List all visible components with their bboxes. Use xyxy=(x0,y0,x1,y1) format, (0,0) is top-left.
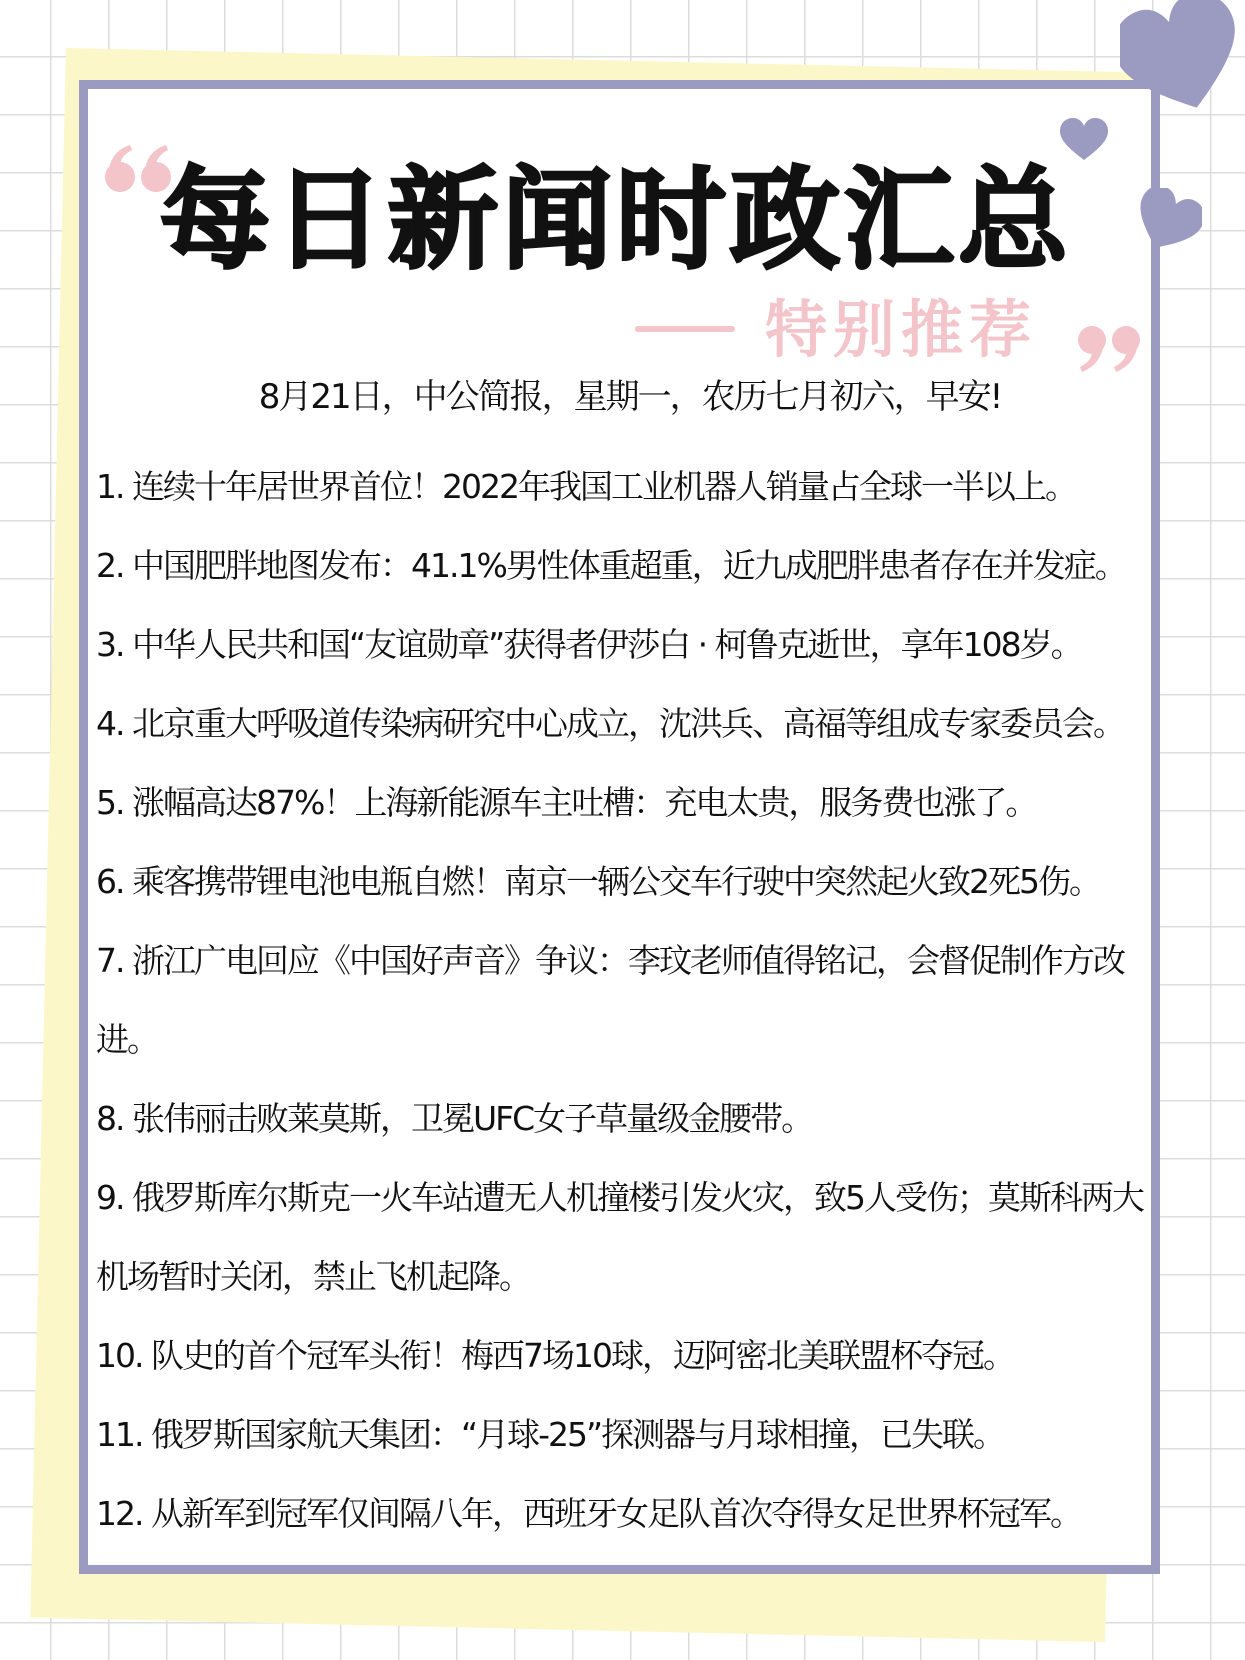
small-heart-icon xyxy=(1060,118,1108,162)
page-title: 每日新闻时政汇总 xyxy=(160,156,1072,284)
subtitle-dash xyxy=(635,326,735,332)
news-item-10: 10. 队史的首个冠军头衔！梅西7场10球，迈阿密北美联盟杯夺冠。 xyxy=(96,1336,1014,1375)
subtitle: 特别推荐 xyxy=(765,293,1038,366)
news-item-7: 7. 浙江广电回应《中国好声音》争议：李玟老师值得铭记，会督促制作方改进。 xyxy=(96,941,1124,1059)
large-heart-icon xyxy=(1120,0,1245,125)
news-item-4: 4. 北京重大呼吸道传染病研究中心成立，沈洪兵、高福等组成专家委员会。 xyxy=(96,704,1124,743)
news-list xyxy=(96,447,1152,1553)
side-heart-icon xyxy=(1132,188,1202,258)
date-line: 8月21日，中公简报，星期一，农历七月初六，早安! xyxy=(258,377,1002,417)
news-item-6: 6. 乘客携带锂电池电瓶自燃！南京一辆公交车行驶中突然起火致2死5伤。 xyxy=(96,862,1100,901)
news-item-3: 3. 中华人民共和国“友谊勋章”获得者伊莎白 · 柯鲁克逝世，享年108岁。 xyxy=(96,625,1082,664)
news-item-2: 2. 中国肥胖地图发布：41.1%男性体重超重，近九成肥胖患者存在并发症。 xyxy=(96,546,1126,585)
news-item-1: 1. 连续十年居世界首位！2022年我国工业机器人销量占全球一半以上。 xyxy=(96,467,1076,506)
news-item-5: 5. 涨幅高达87%！上海新能源车主吐槽：充电太贵，服务费也涨了。 xyxy=(96,783,1037,822)
news-item-12: 12. 从新军到冠军仅间隔八年，西班牙女足队首次夺得女足世界杯冠军。 xyxy=(96,1494,1081,1533)
news-item-9: 9. 俄罗斯库尔斯克一火车站遭无人机撞楼引发火灾，致5人受伤；莫斯科两大机场暂时关闭，禁止飞机起降。 xyxy=(96,1178,1143,1296)
news-item-11: 11. 俄罗斯国家航天集团：“月球-25”探测器与月球相撞，已失联。 xyxy=(96,1415,1005,1454)
news-item-8: 8. 张伟丽击败莱莫斯，卫冕UFC女子草量级金腰带。 xyxy=(96,1099,813,1138)
